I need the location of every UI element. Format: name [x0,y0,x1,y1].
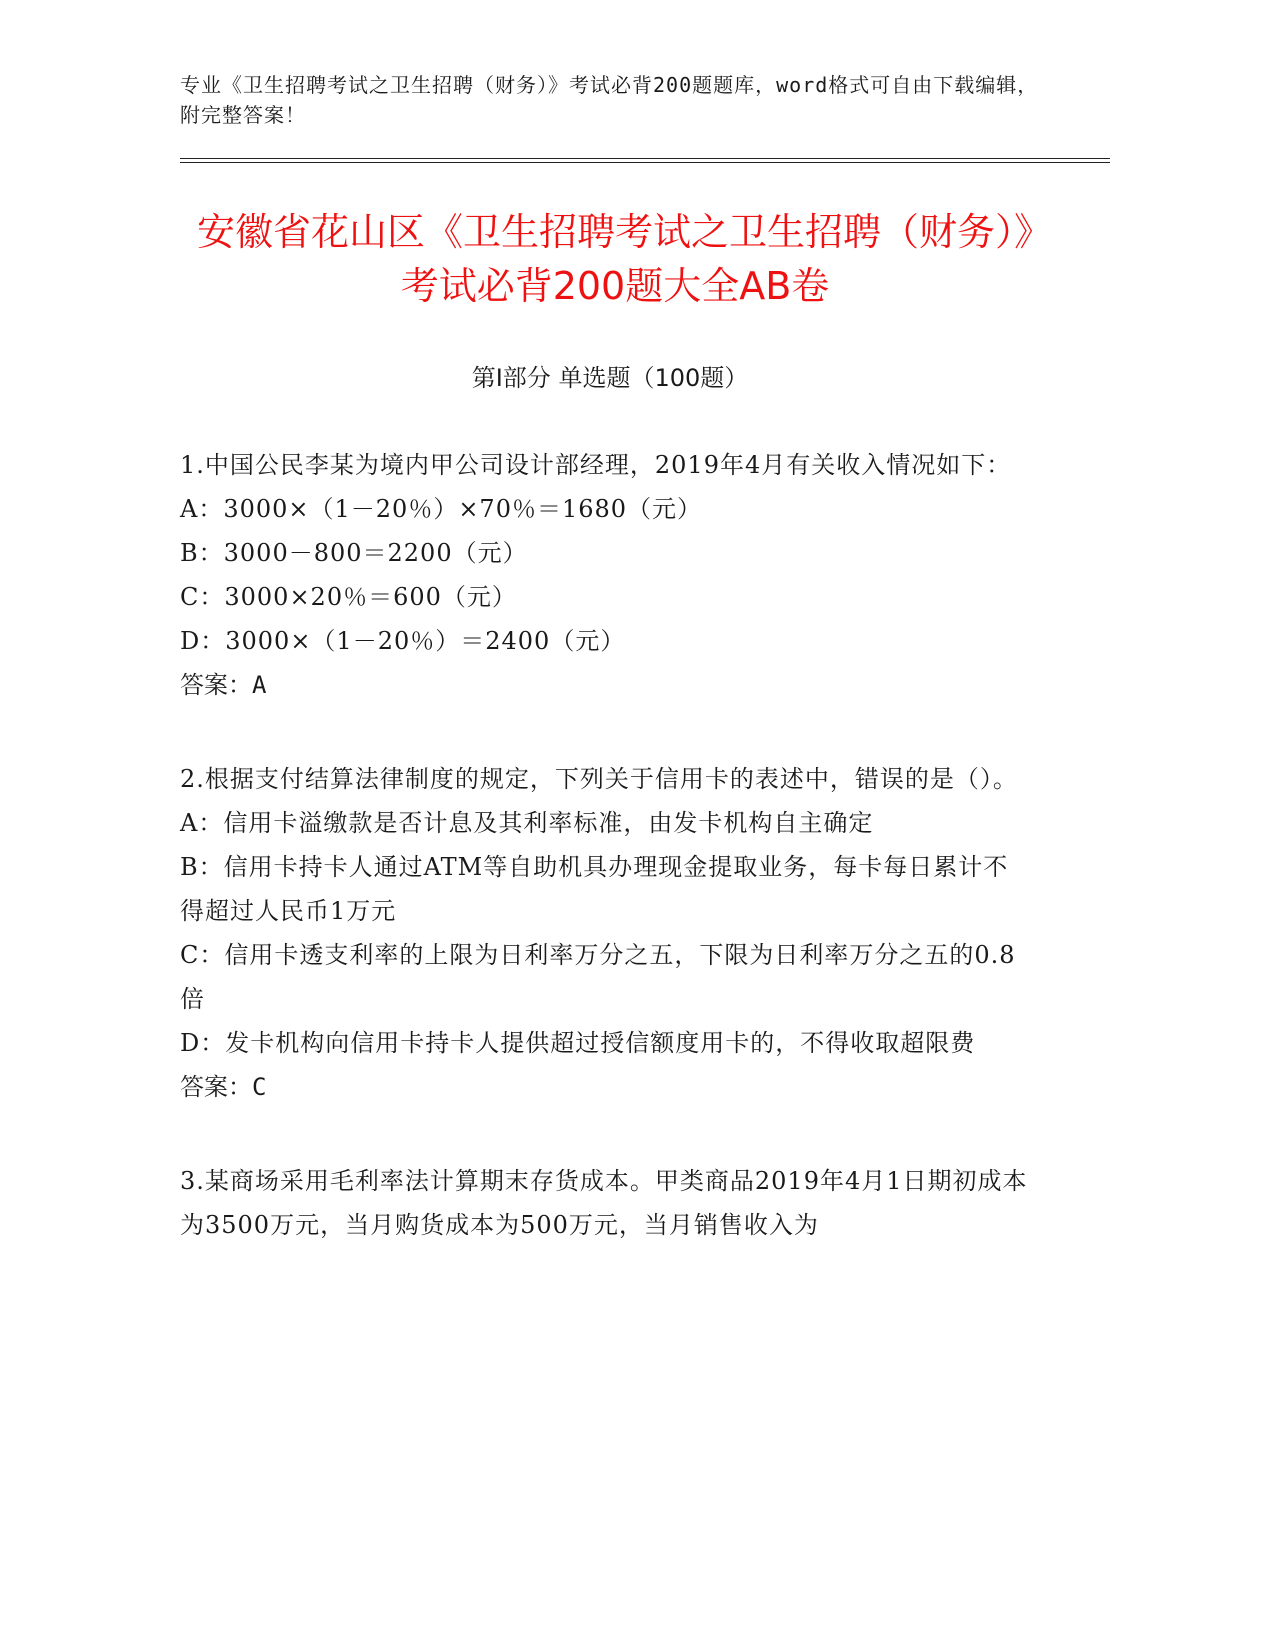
option-a: A：信用卡溢缴款是否计息及其利率标准，由发卡机构自主确定 [180,809,874,837]
question-text: 1.中国公民李某为境内甲公司设计部经理，2019年4月有关收入情况如下： [180,451,1012,479]
document-page [180,70,1110,1247]
intro-text: 专业《卫生招聘考试之卫生招聘（财务）》考试必背200题题库，word格式可自由下载编辑，附完整答案！ [180,73,1039,127]
option-c: C：3000×20％＝600（元） [180,583,517,611]
option-b: B：信用卡持卡人通过ATM等自助机具办理现金提取业务，每卡每日累计不得超过人民币1万元 [180,853,1009,925]
option-d: D：发卡机构向信用卡持卡人提供超过授信额度用卡的，不得收取超限费 [180,1029,976,1057]
question-text: 2.根据支付结算法律制度的规定，下列关于信用卡的表述中，错误的是（）。 [180,765,1018,793]
question-1 [180,443,1030,707]
document-title: 安徽省花山区《卫生招聘考试之卫生招聘（财务）》考试必背200题大全AB卷 [196,210,1033,308]
option-d: D：3000×（1－20％）＝2400（元） [180,627,626,655]
option-c: C：信用卡透支利率的上限为日利率万分之五，下限为日利率万分之五的0.8倍 [180,941,1016,1013]
option-b: B：3000－800＝2200（元） [180,539,528,567]
answer-value: A [252,671,267,699]
answer-line [180,1065,1030,1109]
answer-label: 答案： [180,671,252,699]
header-divider [180,158,1110,163]
answer-line [180,663,1030,707]
option-a: A：3000×（1－20％）×70％＝1680（元） [180,495,703,523]
section-title: 第I部分 单选题（100题） [471,364,749,392]
answer-value: C [252,1073,267,1101]
question-text: 3.某商场采用毛利率法计算期末存货成本。甲类商品2019年4月1日期初成本为3500万元，当月购货成本为500万元，当月销售收入为 [180,1167,1028,1239]
answer-label: 答案： [180,1073,252,1101]
question-2 [180,757,1030,1109]
question-3 [180,1159,1030,1247]
